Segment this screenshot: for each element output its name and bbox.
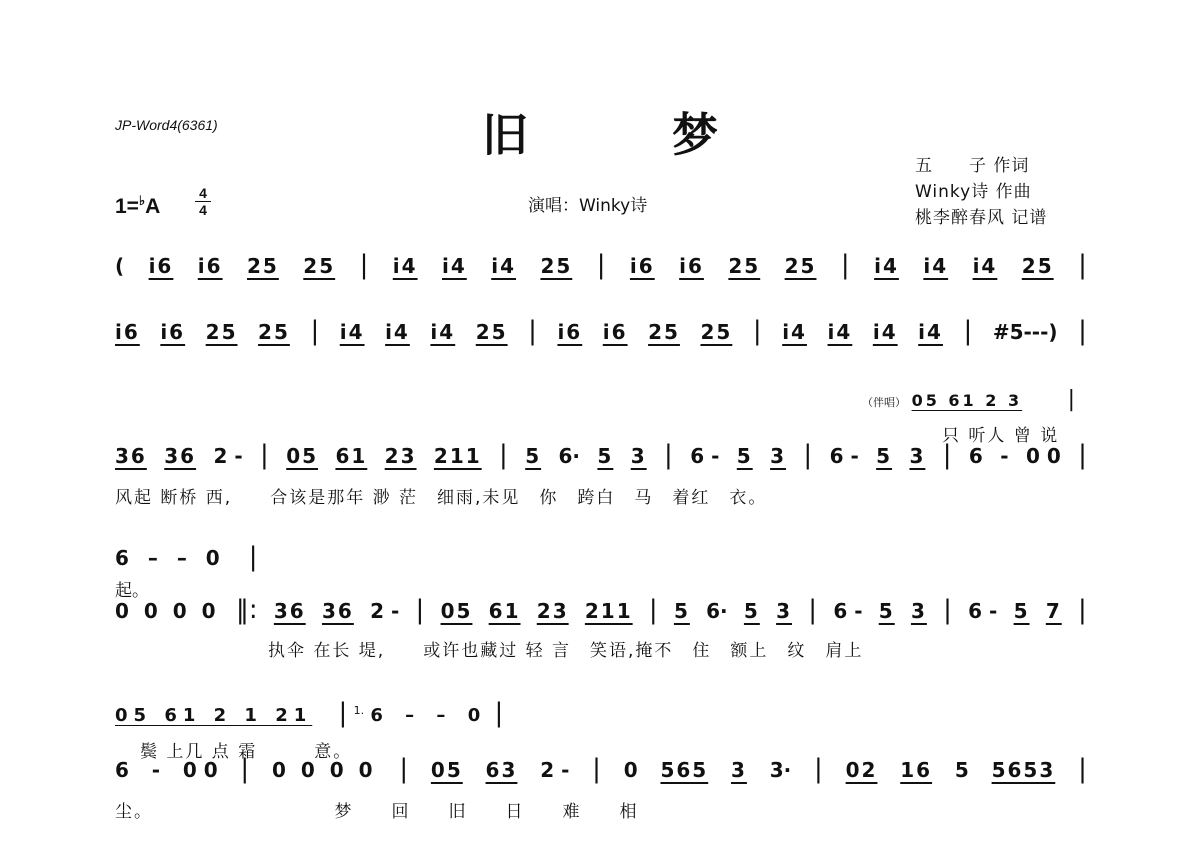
note-group: 6 – – 0 xyxy=(370,705,489,726)
note-group: i6 xyxy=(629,254,655,278)
note-group: i4 xyxy=(491,254,516,278)
bar-line: | xyxy=(814,754,823,784)
note-group: 6· xyxy=(706,599,728,623)
bar-line: | xyxy=(399,754,409,784)
note-group: - xyxy=(1000,444,1009,468)
title-char-2: 梦 xyxy=(672,108,718,162)
note-group: 36 xyxy=(321,599,354,623)
bar-line: | xyxy=(1067,387,1076,412)
bar-line: | xyxy=(596,250,606,280)
note-group: 3 xyxy=(910,599,927,623)
flat-sign: ♭ xyxy=(138,193,146,208)
note-group: 5 xyxy=(878,599,895,623)
measure-ending xyxy=(115,544,263,570)
score-row-3 xyxy=(115,442,1087,468)
bar-line: | xyxy=(648,595,658,625)
note-group: i4 xyxy=(392,254,418,278)
volta-measure xyxy=(115,700,503,726)
score-row-5 xyxy=(115,756,1087,782)
note-group: 05 61 2 1 21 xyxy=(115,705,313,726)
note-group: 2 - xyxy=(540,758,570,782)
bar-line: | xyxy=(415,595,425,625)
composer-credit: Winky诗 作曲 xyxy=(915,182,1032,202)
note-group: 36 xyxy=(273,599,306,623)
note-group: 16 xyxy=(900,758,933,782)
note-group: 02 xyxy=(845,758,878,782)
note-group: 5 xyxy=(743,599,760,623)
note-group: i6 xyxy=(115,320,140,344)
bar-line: | xyxy=(310,316,320,346)
note-group: i4 xyxy=(782,320,807,344)
note-group: 25 xyxy=(728,254,761,278)
bar-line: | xyxy=(1078,595,1087,625)
bar-line: | xyxy=(248,542,264,572)
note-group: i4 xyxy=(874,254,899,278)
score-row-1 xyxy=(115,252,1087,278)
note-group: 25 xyxy=(258,320,290,344)
note-group: 0 0 0 0 xyxy=(115,599,220,623)
note-group: i4 xyxy=(442,254,467,278)
lyrics-line-4: 尘。 梦 回 旧 日 难 相 xyxy=(115,802,639,822)
note-group: ( xyxy=(115,254,125,278)
note-group: i6 xyxy=(557,320,583,344)
bar-line: | xyxy=(338,698,348,728)
title-char-1: 旧 xyxy=(482,108,528,162)
bar-line: | xyxy=(808,595,818,625)
note-group: 5 xyxy=(954,758,969,782)
note-group: 211 xyxy=(433,444,482,468)
note-group: #5---) xyxy=(992,320,1058,344)
note-group: 36 xyxy=(164,444,197,468)
note-group: 6 xyxy=(968,444,983,468)
score-row-4 xyxy=(115,597,1087,623)
lyrics-line-2: 执伞 在长 堤, 或许也藏过 轻 言 笑语,掩不 住 额上 纹 肩上 xyxy=(268,641,864,661)
note-group: 3· xyxy=(769,758,792,782)
note-group: 25 xyxy=(540,254,573,278)
lyric-end: 起。 xyxy=(115,581,149,601)
note-group: 0 0 xyxy=(1025,444,1061,468)
note-group: 3 xyxy=(909,444,926,468)
note-group: 25 xyxy=(303,254,336,278)
pickup-notes: 05 61 2 3 xyxy=(911,391,1023,410)
note-group: i4 xyxy=(339,320,365,344)
key-prefix: 1= xyxy=(115,195,139,218)
note-group: 5 xyxy=(876,444,893,468)
note-group: 63 xyxy=(485,758,518,782)
lyrics-line-1: 风起 断桥 西, 合该是那年 渺 茫 细雨,未见 你 跨白 马 着红 衣。 xyxy=(115,488,768,508)
note-group: 36 xyxy=(115,444,147,468)
note-group: 25 xyxy=(784,254,817,278)
bar-line: | xyxy=(359,250,369,280)
note-group: 5 xyxy=(736,444,753,468)
note-group: i6 xyxy=(602,320,628,344)
volta-label: 1. xyxy=(353,704,365,717)
note-group: 6 - xyxy=(690,444,720,468)
note-group: 6 - xyxy=(833,599,863,623)
note-group: 211 xyxy=(584,599,633,623)
note-group: 61 xyxy=(335,444,368,468)
bar-line: | xyxy=(943,595,952,625)
bar-line: | xyxy=(942,440,952,470)
pickup-lyrics: 只 听人 曾 说 xyxy=(942,426,1060,446)
note-group: i4 xyxy=(385,320,410,344)
note-group: 25 xyxy=(247,254,279,278)
note-group: 61 xyxy=(488,599,521,623)
bar-line: | xyxy=(803,440,813,470)
transcriber-credit: 桃李醉春风 记谱 xyxy=(915,208,1048,228)
note-group: 6 – – 0 xyxy=(115,546,226,570)
bar-line: | xyxy=(1078,250,1087,280)
singer-label: 演唱：Winky诗 xyxy=(528,196,648,216)
bar-line: | xyxy=(494,698,504,728)
note-group: 25 xyxy=(648,320,680,344)
bar-line: | xyxy=(528,316,537,346)
note-group: 5 xyxy=(597,444,614,468)
note-group: i4 xyxy=(872,320,898,344)
note-group: i4 xyxy=(430,320,456,344)
bar-line: | xyxy=(963,316,973,346)
note-group: 3 xyxy=(731,758,747,782)
note-group: 23 xyxy=(384,444,417,468)
bar-line: | xyxy=(499,440,508,470)
note-group: 25 xyxy=(475,320,508,344)
note-group: 5653 xyxy=(991,758,1056,782)
bar-line: | xyxy=(1078,754,1087,784)
software-label: JP-Word4(6361) xyxy=(115,117,218,133)
note-group: 6 - xyxy=(968,599,998,623)
note-group: 6 - xyxy=(829,444,859,468)
lyricist-credit: 五 子 作词 xyxy=(915,156,1030,176)
note-group: - xyxy=(151,758,161,782)
note-group: 05 xyxy=(430,758,463,782)
bar-line: | xyxy=(260,440,269,470)
note-group: 2 - xyxy=(213,444,243,468)
note-group: 5 xyxy=(1013,599,1030,623)
note-group: i4 xyxy=(972,254,998,278)
note-group: 5 xyxy=(525,444,542,468)
note-group: i6 xyxy=(160,320,186,344)
pickup-measure xyxy=(862,389,1075,411)
time-top: 4 xyxy=(199,185,207,201)
note-group: i4 xyxy=(918,320,943,344)
key-note: A xyxy=(145,195,161,218)
note-group: 23 xyxy=(536,599,569,623)
note-group: 0 0 0 0 xyxy=(271,758,377,782)
bar-line: | xyxy=(1078,440,1087,470)
bar-line: | xyxy=(240,754,250,784)
time-bottom: 4 xyxy=(199,202,207,218)
note-group: i4 xyxy=(827,320,853,344)
time-signature xyxy=(195,186,211,217)
note-group: 0 0 xyxy=(182,758,218,782)
lyrics-line-3: 鬓 上几 点 霜 意。 xyxy=(140,742,353,762)
note-group: 2 - xyxy=(370,599,400,623)
bar-line: | xyxy=(592,754,601,784)
bar-line: | xyxy=(1078,316,1087,346)
note-group: i4 xyxy=(923,254,949,278)
score-row-2 xyxy=(115,318,1087,344)
note-group: 05 xyxy=(440,599,473,623)
note-group: i6 xyxy=(148,254,174,278)
note-group: 6 xyxy=(115,758,129,782)
note-group: 6· xyxy=(558,444,581,468)
note-group: 3 xyxy=(770,444,787,468)
note-group: 3 xyxy=(776,599,793,623)
note-group: 565 xyxy=(660,758,709,782)
note-group: 25 xyxy=(700,320,733,344)
note-group: 05 xyxy=(286,444,319,468)
bar-line: | xyxy=(664,440,673,470)
note-group: 0 xyxy=(623,758,638,782)
note-group: 5 xyxy=(673,599,690,623)
note-group: 7 xyxy=(1045,599,1062,623)
repeat-start: ‖: xyxy=(235,595,258,625)
note-group: 3 xyxy=(630,444,647,468)
pickup-label: （伴唱） xyxy=(862,396,906,409)
note-group: i6 xyxy=(197,254,223,278)
note-group: 25 xyxy=(205,320,238,344)
note-group: i6 xyxy=(679,254,704,278)
key-signature xyxy=(115,193,160,219)
bar-line: | xyxy=(840,250,850,280)
note-group: 25 xyxy=(1021,254,1054,278)
bar-line: | xyxy=(752,316,762,346)
